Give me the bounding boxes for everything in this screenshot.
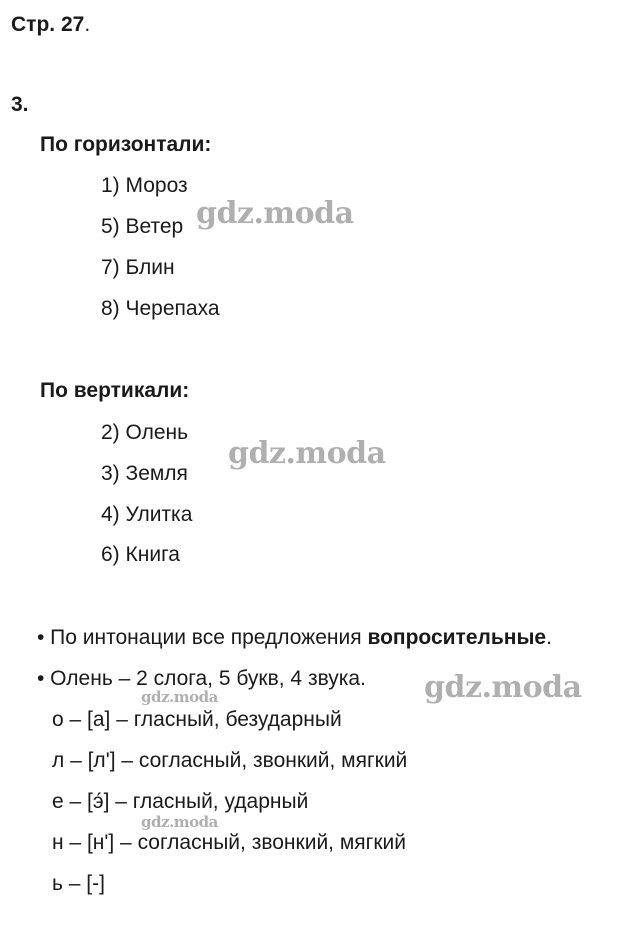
- watermark: gdz.moda: [424, 670, 582, 705]
- word-analysis-note: • Олень – 2 слога, 5 букв, 4 звука.: [37, 667, 366, 690]
- horizontal-item-8: 8) Черепаха: [101, 297, 220, 320]
- letter-o-analysis: о – [а] – гласный, безударный: [52, 708, 342, 731]
- letter-soft-sign-analysis: ь – [-]: [52, 872, 105, 895]
- page-label-dot: .: [84, 13, 91, 36]
- intonation-suffix: .: [546, 626, 552, 649]
- letter-l-analysis: л – [л'] – согласный, звонкий, мягкий: [52, 749, 408, 772]
- horizontal-item-7: 7) Блин: [101, 256, 175, 279]
- page-label: Стр. 27: [11, 13, 85, 36]
- watermark: gdz.moda: [228, 436, 386, 471]
- letter-n-analysis: н – [н'] – согласный, звонкий, мягкий: [52, 831, 406, 854]
- page-title: [11, 12, 90, 38]
- vertical-item-6: 6) Книга: [101, 543, 180, 566]
- horizontal-item-1: 1) Мороз: [101, 174, 188, 197]
- horizontal-heading: По горизонтали:: [40, 133, 212, 156]
- watermark: gdz.moda: [141, 813, 218, 831]
- intonation-prefix: • По интонации все предложения: [37, 626, 368, 649]
- watermark: gdz.moda: [196, 196, 354, 231]
- letter-e-analysis: е – [э́] – гласный, ударный: [52, 790, 309, 813]
- vertical-heading: По вертикали:: [40, 379, 190, 402]
- task-number: 3.: [11, 93, 29, 116]
- vertical-item-2: 2) Олень: [101, 421, 189, 444]
- intonation-note: [37, 625, 552, 651]
- vertical-item-3: 3) Земля: [101, 462, 188, 485]
- intonation-bold: вопросительные: [367, 626, 547, 649]
- vertical-item-4: 4) Улитка: [101, 503, 193, 526]
- horizontal-item-5: 5) Ветер: [101, 215, 184, 238]
- watermark: gdz.moda: [141, 688, 218, 706]
